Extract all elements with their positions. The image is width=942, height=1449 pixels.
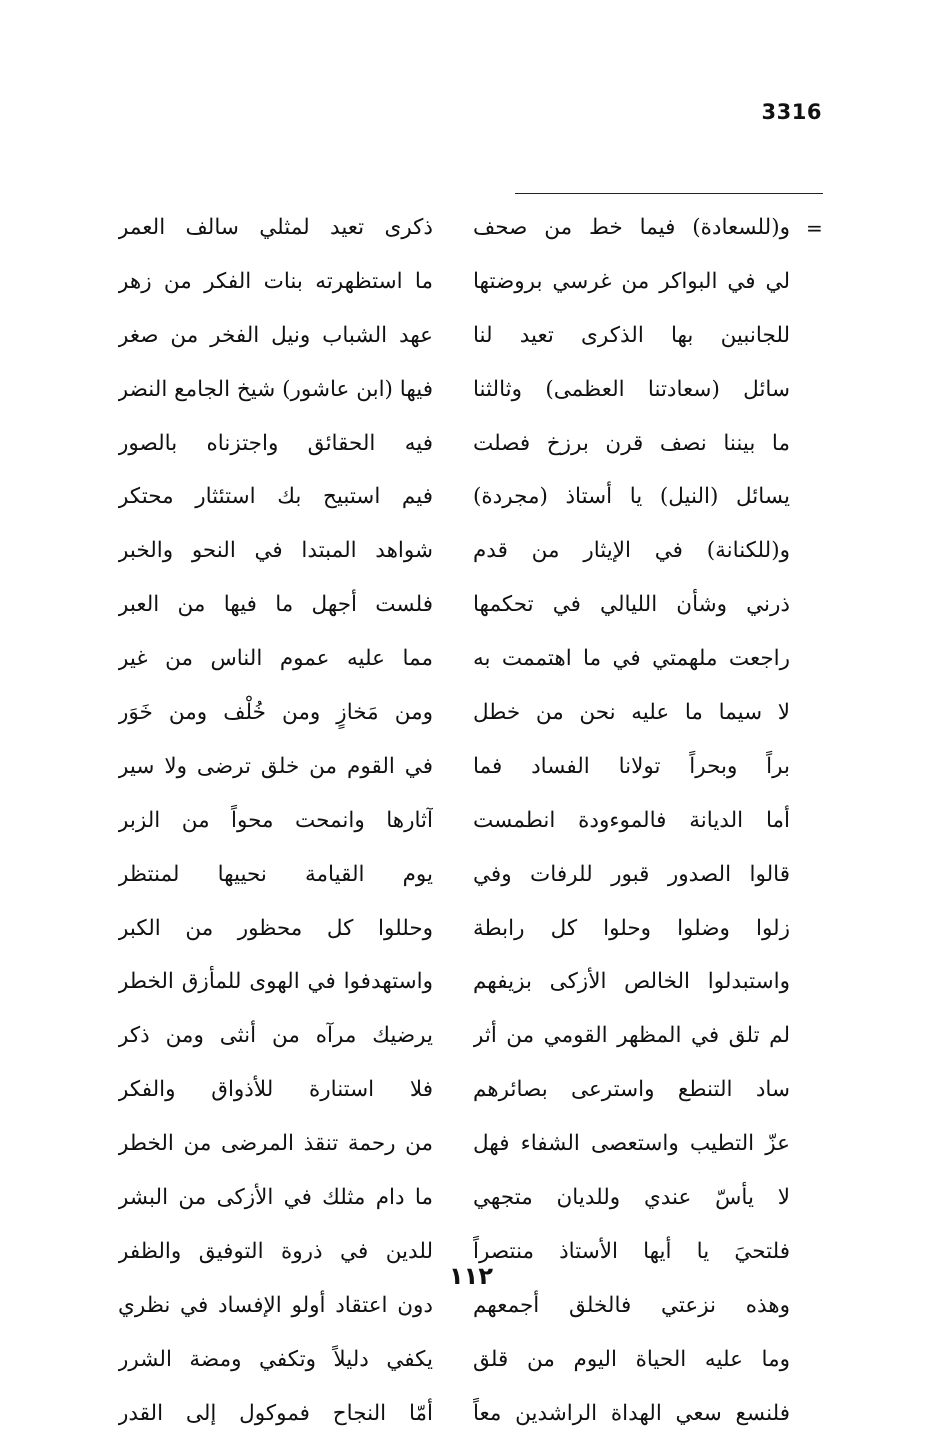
verse-line: فلست أجهل ما فيها من العبر [118,592,433,618]
verse-line: فلا استنارة للأذواق والفكر [118,1077,433,1103]
verse-line: ساد التنطع واسترعى بصائرهم [473,1077,790,1103]
verse-line: ذرني وشأن الليالي في تحكمها [473,592,790,618]
verse-line: وحللوا كل محظور من الكبر [118,915,433,941]
verse-line: للجانبين بها الذكرى تعيد لنا [473,322,790,348]
verse-line: فيم استبيح بك استئثار محتكر [118,484,433,510]
verse-line: ما دام مثلك في الأزكى من البشر [118,1185,433,1211]
verse-line: سائل (سعادتنا العظمى) وثالثنا [473,376,790,402]
verse-line: للدين في ذروة التوفيق والظفر [118,1238,433,1264]
verse-line: أما الديانة فالموءودة انطمست [473,807,790,833]
page-id: 3316 [761,100,822,124]
continuation-marker: = [806,216,823,240]
verse-line: لم تلق في المظهر القومي من أثر [473,1023,790,1049]
verse-line: قالوا الصدور قبور للرفات وفي [473,861,790,887]
footnote-rule [515,193,823,194]
verse-line: فلتحيَ يا أيها الأستاذ منتصراً [473,1238,790,1264]
verse-line: ذكرى تعيد لمثلي سالف العمر [118,215,433,240]
verse-line: و(للسعادة) فيما خط من صحف [473,215,790,240]
page-number: ١١٢ [449,1262,493,1290]
verse-line: زلوا وضلوا وحلوا كل رابطة [473,915,790,941]
verse-line: ومن مَخازٍ ومن خُلْف ومن خَوَر [118,700,433,726]
verse-line: يوم القيامة نحييها لمنتظر [118,861,433,887]
verse-line: وهذه نزعتي فالخلق أجمعهم [473,1292,790,1318]
verse-line: شواهد المبتدا في النحو والخبر [118,538,433,564]
verse-line: من رحمة تنقذ المرضى من الخطر [118,1131,433,1157]
verse-line: أمّا النجاح فموكول إلى القدر [118,1400,433,1426]
verse-line: راجعت ملهمتي في ما اهتممت به [473,646,790,672]
verse-line: يسائل (النيل) يا أستاذ (مجردة) [473,484,790,510]
verse-line: وما عليه الحياة اليوم من قلق [473,1346,790,1372]
verse-line: فيه الحقائق واجتزناه بالصور [118,430,433,456]
verse-line: عهد الشباب ونيل الفخر من صغر [118,322,433,348]
verse-line: براً وبحراً تولانا الفساد فما [473,753,790,779]
verse-line: في القوم من خلق ترضى ولا سير [118,753,433,779]
verse-line: و(للكنانة) في الإيثار من قدم [473,538,790,564]
verse-line: مما عليه عموم الناس من غير [118,646,433,672]
verse-line: واستهدفوا في الهوى للمأزق الخطر [118,969,433,995]
verse-line: واستبدلوا الخالص الأزكى بزيفهم [473,969,790,995]
verse-line: يرضيك مرآه من أنثى ومن ذكر [118,1023,433,1049]
verse-line: يكفي دليلاً وتكفي ومضة الشرر [118,1346,433,1372]
verse-line: عزّ التطيب واستعصى الشفاء فهل [473,1131,790,1157]
verse-line: فيها (ابن عاشور) شيخ الجامع النضر [118,376,433,402]
verse-line: لا سيما ما عليه نحن من خطل [473,700,790,726]
verse-line: لي في البواكر من غرسي بروضتها [473,268,790,294]
verse-line: آثارها وانمحت محواً من الزبر [118,807,433,833]
verse-line: لا يأسّ عندي وللديان متجهي [473,1185,790,1211]
verse-line: ما استظهرته بنات الفكر من زهر [118,268,433,294]
verse-line: فلنسع سعي الهداة الراشدين معاً [473,1400,790,1426]
verse-line: دون اعتقاد أولو الإفساد في نظري [118,1292,433,1318]
verse-line: ما بيننا نصف قرن برزخ فصلت [473,430,790,456]
